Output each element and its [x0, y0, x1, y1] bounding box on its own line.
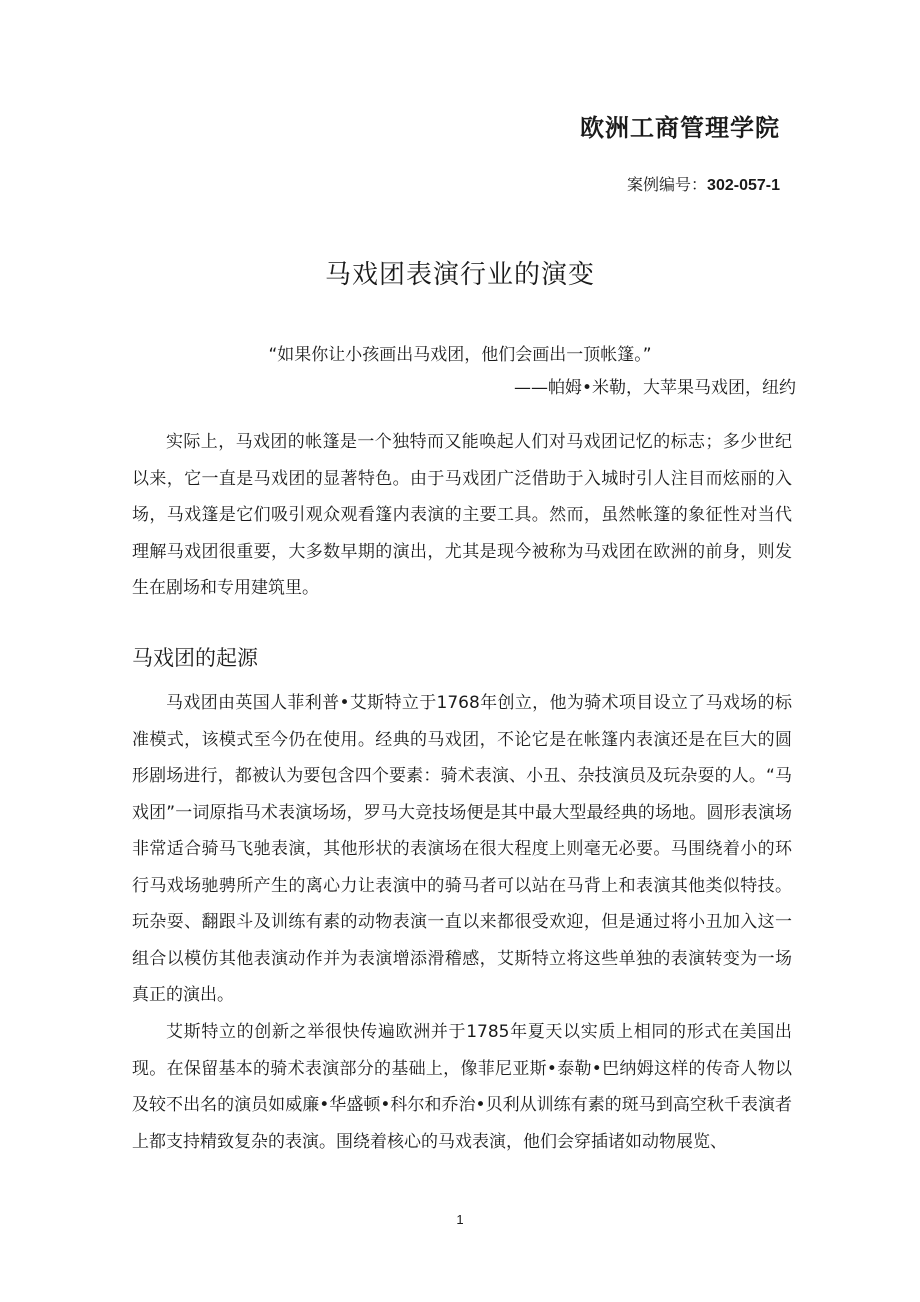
case-number: 302-057-1	[707, 177, 780, 194]
paragraph-intro: 实际上，马戏团的帐篷是一个独特而又能唤起人们对马戏团记忆的标志；多少世纪以来，它一直是马戏团的显著特色。由于马戏团广泛借助于入城时引人注目而炫丽的入场，马戏篷是它们吸引观众观看篷内表演的主要工具。然而，虽然帐篷的象征性对当代理解马戏团很重要，大多数早期的演出，尤其是现今被称为马戏团在欧洲的前身，则发生在剧场和专用建筑里。	[132, 432, 792, 598]
document-title: 马戏团表演行业的演变	[324, 260, 595, 290]
page-number: 1	[456, 1212, 464, 1227]
section-heading: 马戏团的起源	[132, 646, 258, 670]
paragraph-origin: 马戏团由英国人菲利普•艾斯特立于1768年创立，他为骑术项目设立了马戏场的标准模式，该模式至今仍在使用。经典的马戏团，不论它是在帐篷内表演还是在巨大的圆形剧场进行，都被认为要包含四个要素：骑术表演、小丑、杂技演员及玩杂耍的人。“马戏团”一词原指马术表演场场，罗马大竞技场便是其中最大型最经典的场地。圆形表演场非常适合骑马飞驰表演，其他形状的表演场在很大程度上则毫无必要。马围绕着小的环行马戏场驰骋所产生的离心力让表演中的骑马者可以站在马背上和表演其他类似特技。玩杂耍、翻跟斗及训练有素的动物表演一直以来都很受欢迎，但是通过将小丑加入这一组合以模仿其他表演动作并为表演增添滑稽感，艾斯特立将这些单独的表演转变为一场真正的演出。	[132, 693, 792, 1005]
epigraph-quote: “如果你让小孩画出马戏团，他们会画出一顶帐篷。”	[268, 345, 652, 365]
epigraph-author: ——帕姆•米勒，大苹果马戏团，纽约	[513, 378, 796, 398]
paragraph-spread: 艾斯特立的创新之举很快传遍欧洲并于1785年夏天以实质上相同的形式在美国出现。在保留基本的骑术表演部分的基础上，像菲尼亚斯•泰勒•巴纳姆这样的传奇人物以及较不出名的演员如威廉•华盛顿•科尔和乔治•贝利从训练有素的斑马到高空秋千表演者上都支持精致复杂的表演。围绕着核心的马戏表演，他们会穿插诸如动物展览、	[132, 1022, 792, 1152]
case-number-line	[627, 172, 780, 195]
school-name: 欧洲工商管理学院	[580, 114, 780, 142]
case-number-label: 案例编号：	[627, 175, 708, 194]
